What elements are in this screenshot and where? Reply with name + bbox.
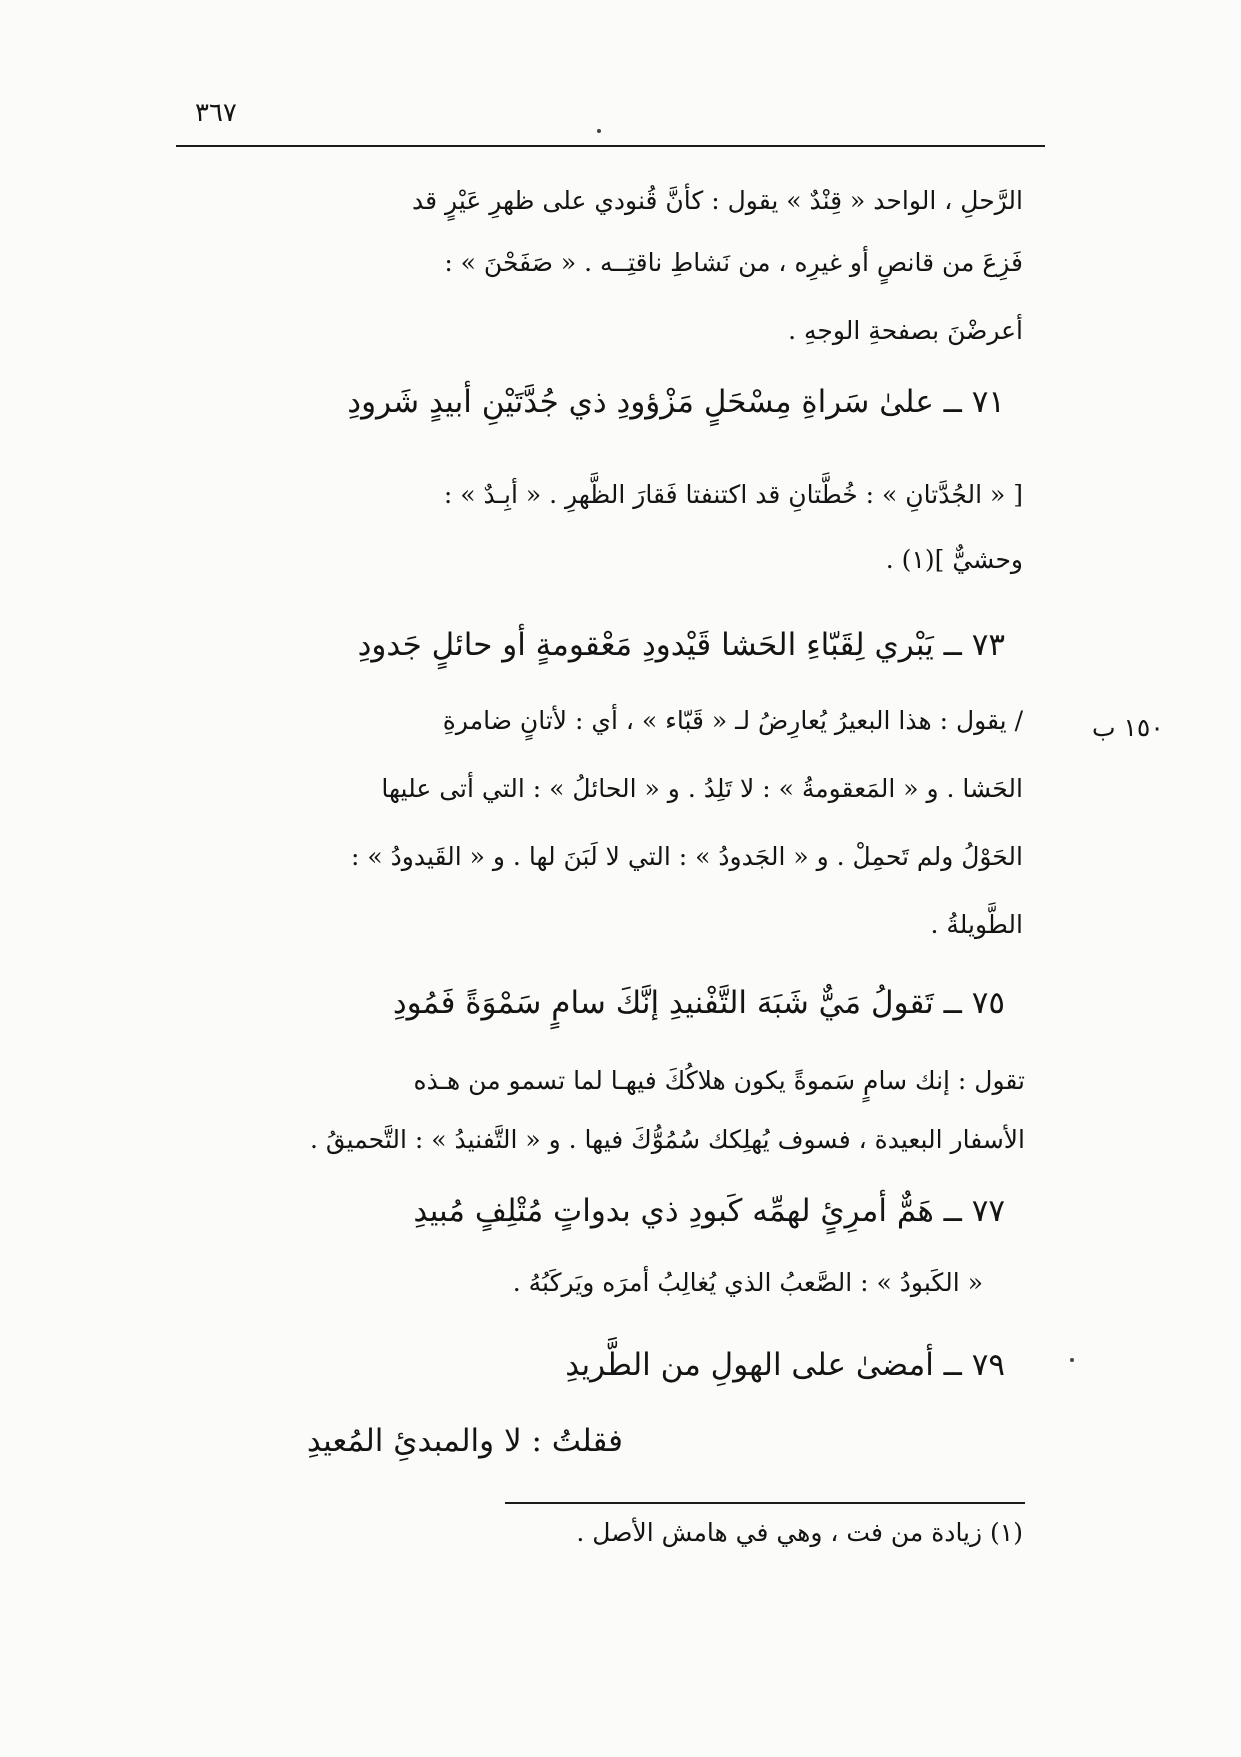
verse-79-first-hemistich: ٧٩ ــ أمضىٰ على الهولِ من الطَّريدِ (565, 1347, 1005, 1383)
commentary-line-16: « الكَبودُ » : الصَّعبُ الذي يُغالِبُ أمرَه ويَركَبُهُ . (512, 1268, 983, 1297)
commentary-line-14: الأسفار البعيدة ، فسوف يُهلِكك سُمُوُّكَ فيها . و « التَّفنيدُ » : التَّحميقُ . (309, 1125, 1025, 1154)
verse-77: ٧٧ ــ هَمٌّ أمرِئٍ لهمِّه كَبودِ ذي بدواتٍ مُتْلِفٍ مُبيدِ (413, 1193, 1005, 1229)
commentary-line-11: الطَّويلةُ . (930, 910, 1023, 939)
commentary-line-8: / يقول : هذا البعيرُ يُعارِضُ لـ « قَبّاء » ، أي : لأتانٍ ضامرةِ (442, 706, 1023, 735)
footnote: (١) زيادة من فت ، وهي في هامش الأصل . (576, 1518, 1023, 1547)
commentary-line-1: الرَّحلِ ، الواحد « قِنْدٌ » يقول : كأنَّ قُنودي على ظهرِ عَيْرٍ قد (412, 186, 1023, 215)
paper-speck (597, 129, 601, 133)
verse-73: ٧٣ ــ يَبْري لِقَبّاءِ الحَشا قَيْدودِ مَعْقومةٍ أو حائلٍ جَدودِ (357, 627, 1005, 663)
margin-note: ١٥٠ ب (1092, 713, 1164, 742)
commentary-line-9: الحَشا . و « المَعقومةُ » : لا تَلِدُ . و « الحائلُ » : التي أتى عليها (381, 774, 1023, 803)
footnote-rule (505, 1502, 1025, 1504)
commentary-line-6: وحشيٌّ ](١) . (885, 545, 1023, 574)
verse-71: ٧١ ــ علىٰ سَراةِ مِسْحَلٍ مَزْؤودِ ذي جُدَّتَيْنِ أبيدٍ شَرودِ (347, 384, 1005, 420)
verse-79-second-hemistich: فقلتُ : لا والمبدئِ المُعيدِ (306, 1423, 623, 1459)
commentary-line-3: أعرضْنَ بصفحةِ الوجهِ . (788, 316, 1023, 345)
paper-speck (1070, 1358, 1074, 1362)
commentary-line-5: [ « الجُدَّتانِ » : خُطَّتانِ قد اكتنفتا فَقارَ الظَّهرِ . « أبِـدٌ » : (443, 480, 1023, 509)
verse-75: ٧٥ ــ تَقولُ مَيٌّ شَبَهَ التَّفْنيدِ إنَّكَ سامٍ سَمْوَةً فَمُودِ (392, 985, 1005, 1021)
commentary-line-10: الحَوْلُ ولم تَحمِلْ . و « الجَدودُ » : التي لا لَبَنَ لها . و « القَيدودُ » : (351, 842, 1023, 871)
page-number: ٣٦٧ (195, 98, 237, 128)
commentary-line-2: فَزِعَ من قانصٍ أو غيرِه ، من نَشاطِ ناقتِــه . « صَفَحْنَ » : (444, 248, 1023, 277)
commentary-line-13: تقول : إنك سامٍ سَموةً يكون هلاكُكَ فيهـا لما تسمو من هـذه (413, 1066, 1025, 1095)
header-rule (176, 145, 1045, 147)
